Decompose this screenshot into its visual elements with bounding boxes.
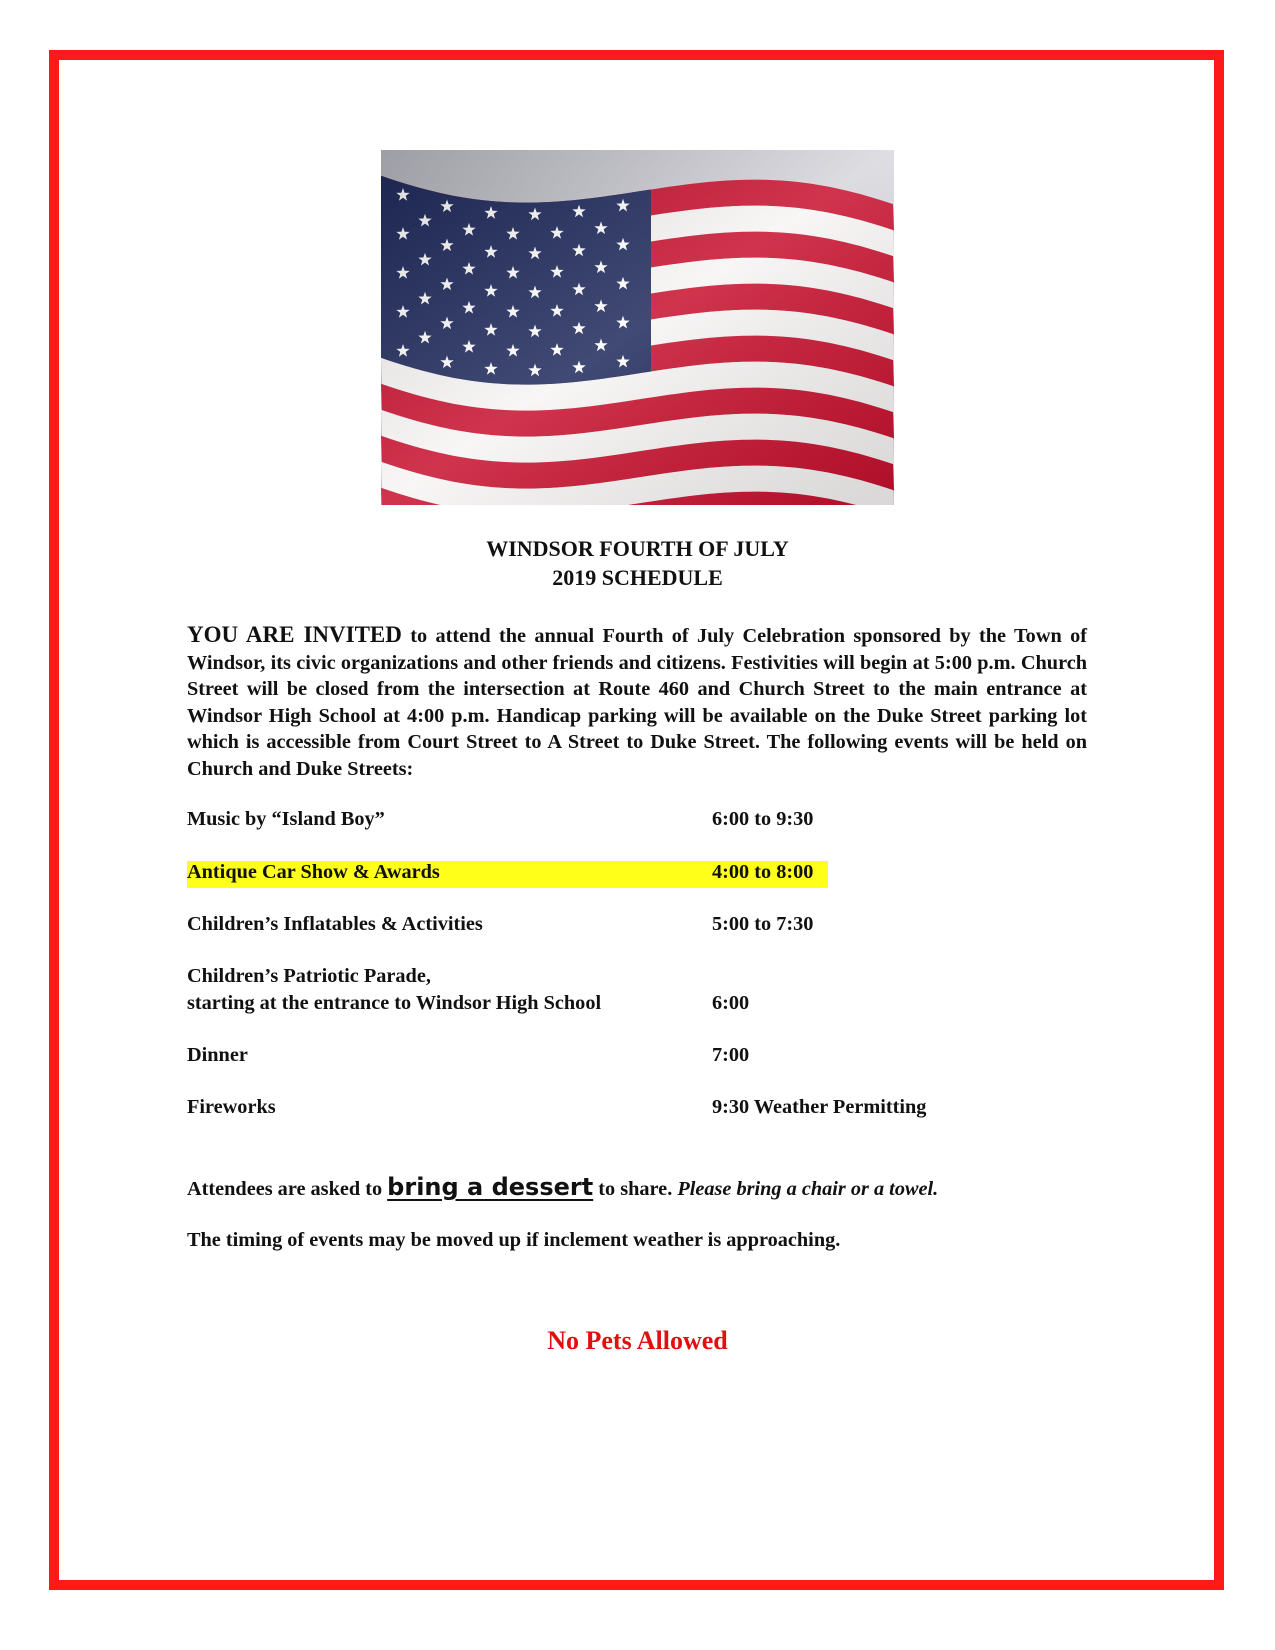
schedule-event: Children’s Patriotic Parade, — [187, 965, 431, 987]
weather-note: The timing of events may be moved up if inclement weather is approaching. — [187, 1229, 841, 1251]
page-title: WINDSOR FOURTH OF JULY — [486, 536, 789, 561]
no-pets-notice: No Pets Allowed — [547, 1326, 728, 1355]
schedule-event: Antique Car Show & Awards — [187, 861, 440, 883]
chair-note: Please bring a chair or a towel. — [677, 1178, 939, 1200]
schedule-time: 9:30 Weather Permitting — [712, 1096, 927, 1118]
schedule-time: 6:00 to 9:30 — [712, 808, 814, 830]
american-flag-icon — [381, 150, 894, 505]
schedule-event: Children’s Inflatables & Activities — [187, 913, 483, 935]
dessert-emphasis: bring a dessert — [387, 1173, 594, 1201]
schedule-event: Music by “Island Boy” — [187, 808, 385, 830]
dessert-note — [187, 1173, 938, 1201]
schedule-time: 5:00 to 7:30 — [712, 913, 814, 935]
schedule-time: 7:00 — [712, 1044, 750, 1066]
schedule-event: Fireworks — [187, 1096, 276, 1118]
intro-paragraph — [187, 622, 1087, 782]
schedule-event-line2: starting at the entrance to Windsor High School — [187, 992, 602, 1014]
schedule-event: Dinner — [187, 1044, 248, 1066]
schedule-time: 6:00 — [712, 992, 750, 1014]
intro-lead: YOU ARE INVITED — [187, 622, 402, 647]
page-subtitle: 2019 SCHEDULE — [552, 565, 723, 590]
dessert-suffix: to share. — [593, 1178, 678, 1200]
intro-body: to attend the annual Fourth of July Celebration sponsored by the Town of Windsor, its civic organizations and other friends and citizens. Festivities will begin at 5:00 p.m. Church Street will be closed from the intersection at Route 460 and Church Street to the main entrance at Windsor High School at 4:00 p.m. Handicap parking will be available on the Duke Street parking lot which is accessible from Court Street to A Street to Duke Street. The following events will be held on Church and Duke Streets: — [187, 625, 1087, 780]
dessert-prefix: Attendees are asked to — [187, 1178, 388, 1200]
schedule-time: 4:00 to 8:00 — [712, 861, 814, 883]
